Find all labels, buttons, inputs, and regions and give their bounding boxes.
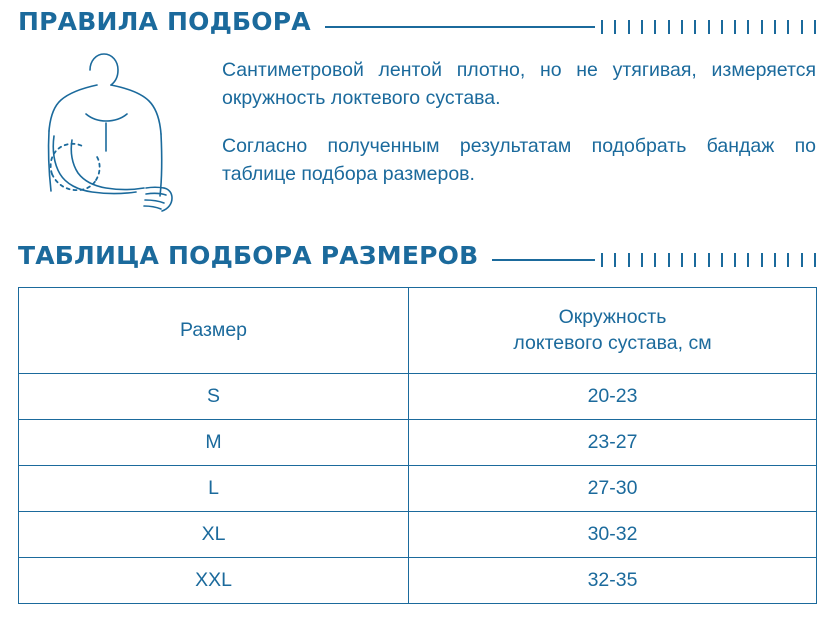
body-figure-icon: [28, 48, 208, 213]
cell-circumference: 20-23: [409, 373, 817, 419]
cell-circumference: 23-27: [409, 419, 817, 465]
cell-circumference: 32-35: [409, 557, 817, 603]
cell-circumference: 27-30: [409, 465, 817, 511]
column-header-circumference: [409, 288, 817, 374]
rules-section: [18, 0, 816, 218]
column-header-size: Размер: [19, 288, 409, 374]
column-header-circumference-line2: локтевого сустава, см: [513, 332, 712, 355]
size-table: [18, 287, 817, 604]
table-row: [19, 373, 817, 419]
rule-dashed-ticks: [601, 253, 816, 267]
rule-solid-line: [492, 259, 595, 261]
table-row: [19, 465, 817, 511]
cell-size: M: [19, 419, 409, 465]
cell-size: XXL: [19, 557, 409, 603]
size-table-section: [18, 242, 816, 604]
rule-solid-line: [325, 26, 595, 28]
size-table-section-title: ТАБЛИЦА ПОДБОРА РАЗМЕРОВ: [18, 240, 479, 270]
rule-dashed-ticks: [601, 20, 816, 34]
rules-section-header: [18, 8, 816, 36]
torso-with-elbow-measurement-illustration: [28, 48, 208, 218]
rules-text-block: [222, 52, 816, 189]
cell-size: L: [19, 465, 409, 511]
rules-section-title: ПРАВИЛА ПОДБОРА: [18, 7, 311, 36]
table-header-rule: [492, 252, 816, 268]
table-row: [19, 419, 817, 465]
rules-header-rule: [325, 19, 816, 35]
cell-circumference: 30-32: [409, 511, 817, 557]
rules-paragraph-1: Сантиметровой лентой плотно, но не утягивая, измеряется окружность локтевого сустава.: [222, 58, 816, 109]
cell-size: S: [19, 373, 409, 419]
table-header-row: [19, 288, 817, 374]
table-row: [19, 557, 817, 603]
rules-paragraph-2: Согласно полученным результатам подобрать бандаж по таблице подбора размеров.: [222, 135, 816, 186]
column-header-circumference-line1: Окружность: [558, 306, 667, 328]
size-table-section-header: [18, 242, 816, 270]
table-row: [19, 511, 817, 557]
cell-size: XL: [19, 511, 409, 557]
rules-body: [18, 52, 816, 218]
